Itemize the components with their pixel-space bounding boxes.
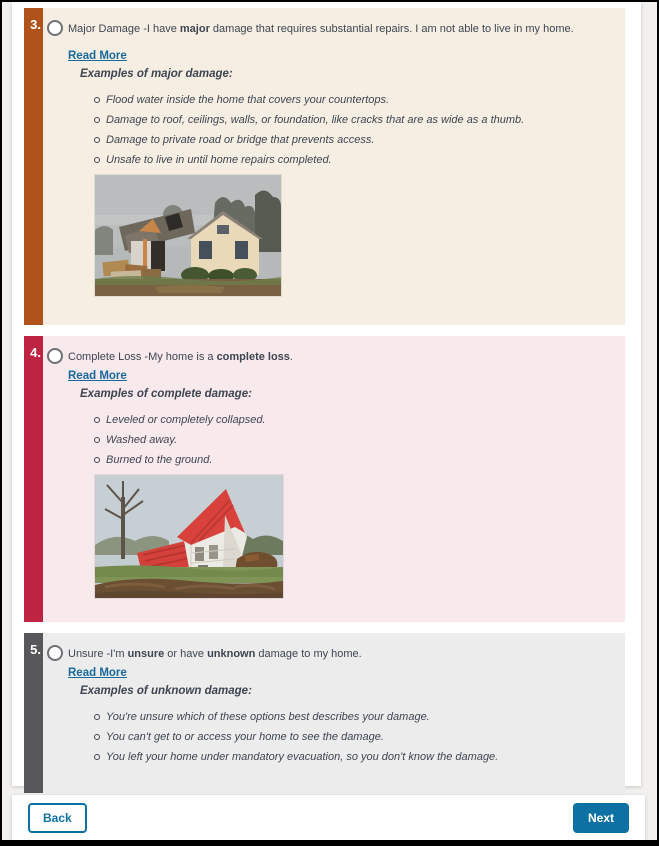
read-more-link[interactable]: Read More — [68, 667, 127, 679]
major-damage-radio[interactable] — [47, 20, 63, 36]
option-number: 4. — [30, 345, 41, 360]
major-damage-photo — [95, 175, 281, 296]
examples-heading: Examples of unknown damage: — [80, 685, 252, 697]
option-number-stripe — [24, 336, 43, 622]
option-number: 5. — [30, 642, 41, 657]
list-item: You're unsure which of these options best describes your damage. — [68, 709, 538, 725]
list-item: You left your home under mandatory evacuation, so you don't know the damage. — [68, 749, 538, 765]
option-unsure — [24, 633, 625, 793]
option-label: Complete Loss -My home is a complete loss. — [68, 351, 293, 363]
option-number: 3. — [30, 17, 41, 32]
list-item: Damage to private road or bridge that prevents access. — [68, 132, 538, 148]
option-major-damage — [24, 8, 625, 325]
examples-heading: Examples of major damage: — [80, 68, 233, 80]
option-number-stripe — [24, 633, 43, 793]
list-item: Damage to roof, ceilings, walls, or foundation, like cracks that are as wide as a thumb. — [68, 112, 538, 128]
back-button[interactable]: Back — [28, 803, 87, 833]
list-item: Burned to the ground. — [68, 452, 538, 468]
options-card — [12, 2, 641, 786]
option-body — [43, 336, 625, 622]
examples-list — [68, 412, 611, 468]
option-body — [43, 633, 625, 793]
list-item: Flood water inside the home that covers your countertops. — [68, 92, 538, 108]
option-complete-loss — [24, 336, 625, 622]
option-label: Unsure -I'm unsure or have unknown damage to my home. — [68, 648, 362, 660]
list-item: You can't get to or access your home to see the damage. — [68, 729, 538, 745]
unsure-radio[interactable] — [47, 645, 63, 661]
complete-loss-radio[interactable] — [47, 348, 63, 364]
read-more-link[interactable]: Read More — [68, 50, 127, 62]
examples-list — [68, 709, 611, 765]
option-number-stripe — [24, 8, 43, 325]
examples-list — [68, 92, 611, 168]
examples-heading: Examples of complete damage: — [80, 388, 252, 400]
option-label-row — [68, 349, 611, 365]
list-item: Leveled or completely collapsed. — [68, 412, 538, 428]
option-label-row — [68, 646, 611, 662]
list-item: Washed away. — [68, 432, 538, 448]
form-navigation-bar — [12, 795, 645, 840]
list-item: Unsafe to live in until home repairs completed. — [68, 152, 538, 168]
complete-loss-photo — [95, 475, 283, 598]
read-more-link[interactable]: Read More — [68, 370, 127, 382]
option-label: Major Damage -I have major damage that requires substantial repairs. I am not able to live in my home. — [68, 23, 574, 35]
option-body — [43, 8, 625, 325]
option-label-row — [68, 21, 611, 37]
next-button[interactable]: Next — [573, 803, 629, 833]
